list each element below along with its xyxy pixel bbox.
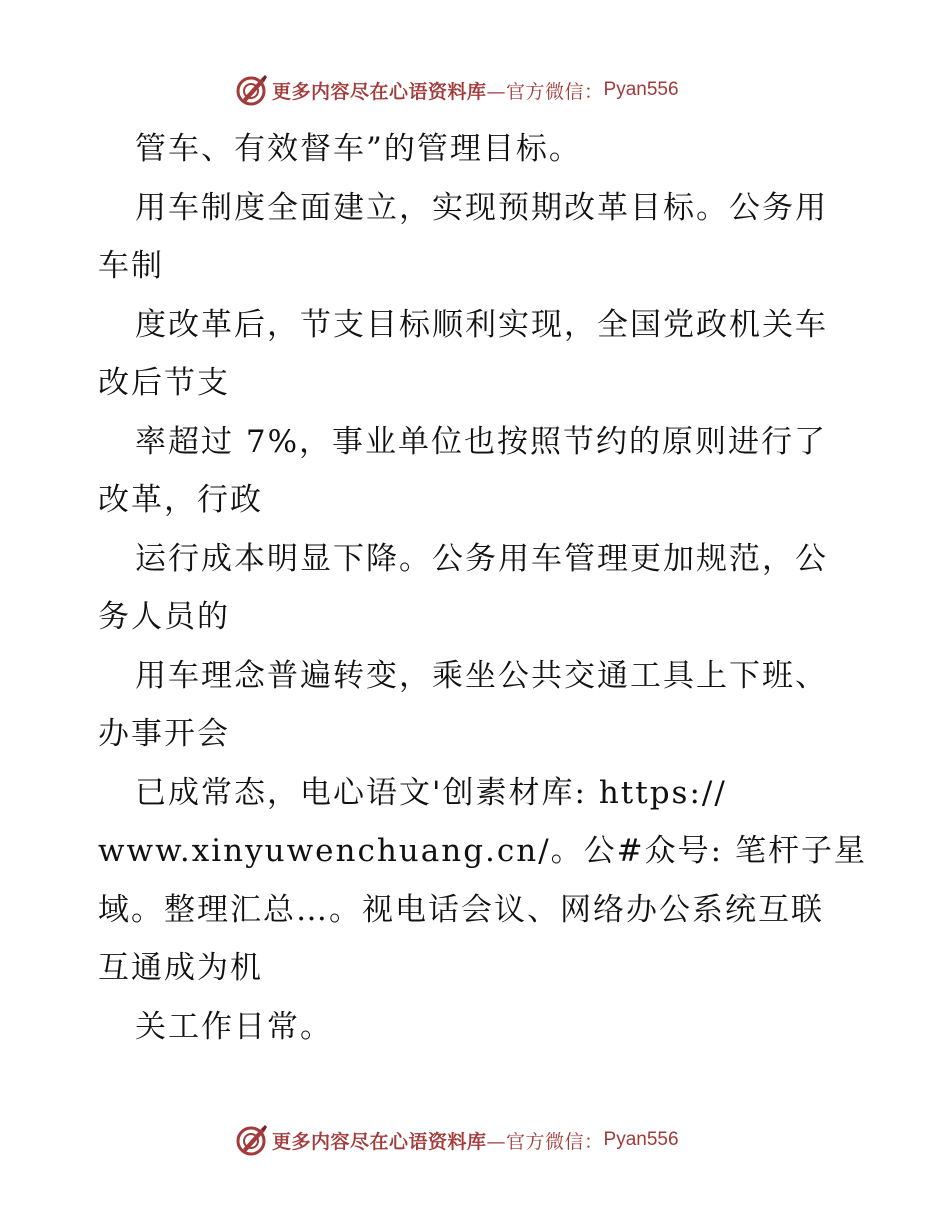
footer-banner-wechat-id: Pyan556: [603, 1129, 679, 1150]
header-banner-title: 更多内容尽在心语资料库: [272, 80, 487, 103]
text-line: 车制: [98, 248, 164, 284]
text-line: 已成常态，电心语文'创素材库: https://: [135, 774, 727, 811]
text-line: 用车制度全面建立，实现预期改革目标。公务用: [135, 189, 828, 226]
header-banner: [234, 72, 734, 108]
document-body: [98, 120, 867, 1056]
text-line: 务人员的: [98, 599, 230, 635]
text-line: 改后节支: [98, 365, 230, 401]
text-line: www.xinyuwenchuang.cn/。公#众号: 笔杆子星: [98, 833, 867, 869]
text-line: 改革，行政: [98, 482, 263, 518]
text-line: 用车理念普遍转变，乘坐公共交通工具上下班、: [135, 657, 828, 694]
pen-logo-icon: [234, 1123, 268, 1157]
text-line: 关工作日常。: [135, 1008, 333, 1045]
text-line: 互通成为机: [98, 950, 263, 986]
footer-banner-title: 更多内容尽在心语资料库: [272, 1130, 487, 1153]
text-line: 办事开会: [98, 716, 230, 752]
pen-logo-icon: [234, 73, 268, 107]
text-line: 度改革后，节支目标顺利实现，全国党政机关车: [135, 306, 828, 343]
text-line: 管车、有效督车”的管理目标。: [135, 131, 582, 167]
footer-banner: [234, 1122, 734, 1158]
header-banner-wechat-id: Pyan556: [603, 79, 679, 100]
header-banner-separator: —官方微信：: [486, 80, 604, 103]
text-line: 运行成本明显下降。公务用车管理更加规范，公: [135, 540, 828, 577]
footer-banner-separator: —官方微信：: [486, 1130, 604, 1153]
text-line: 率超过 7%，事业单位也按照节约的原则进行了: [135, 423, 828, 460]
text-line: 域。整理汇总…。视电话会议、网络办公系统互联: [98, 891, 824, 928]
